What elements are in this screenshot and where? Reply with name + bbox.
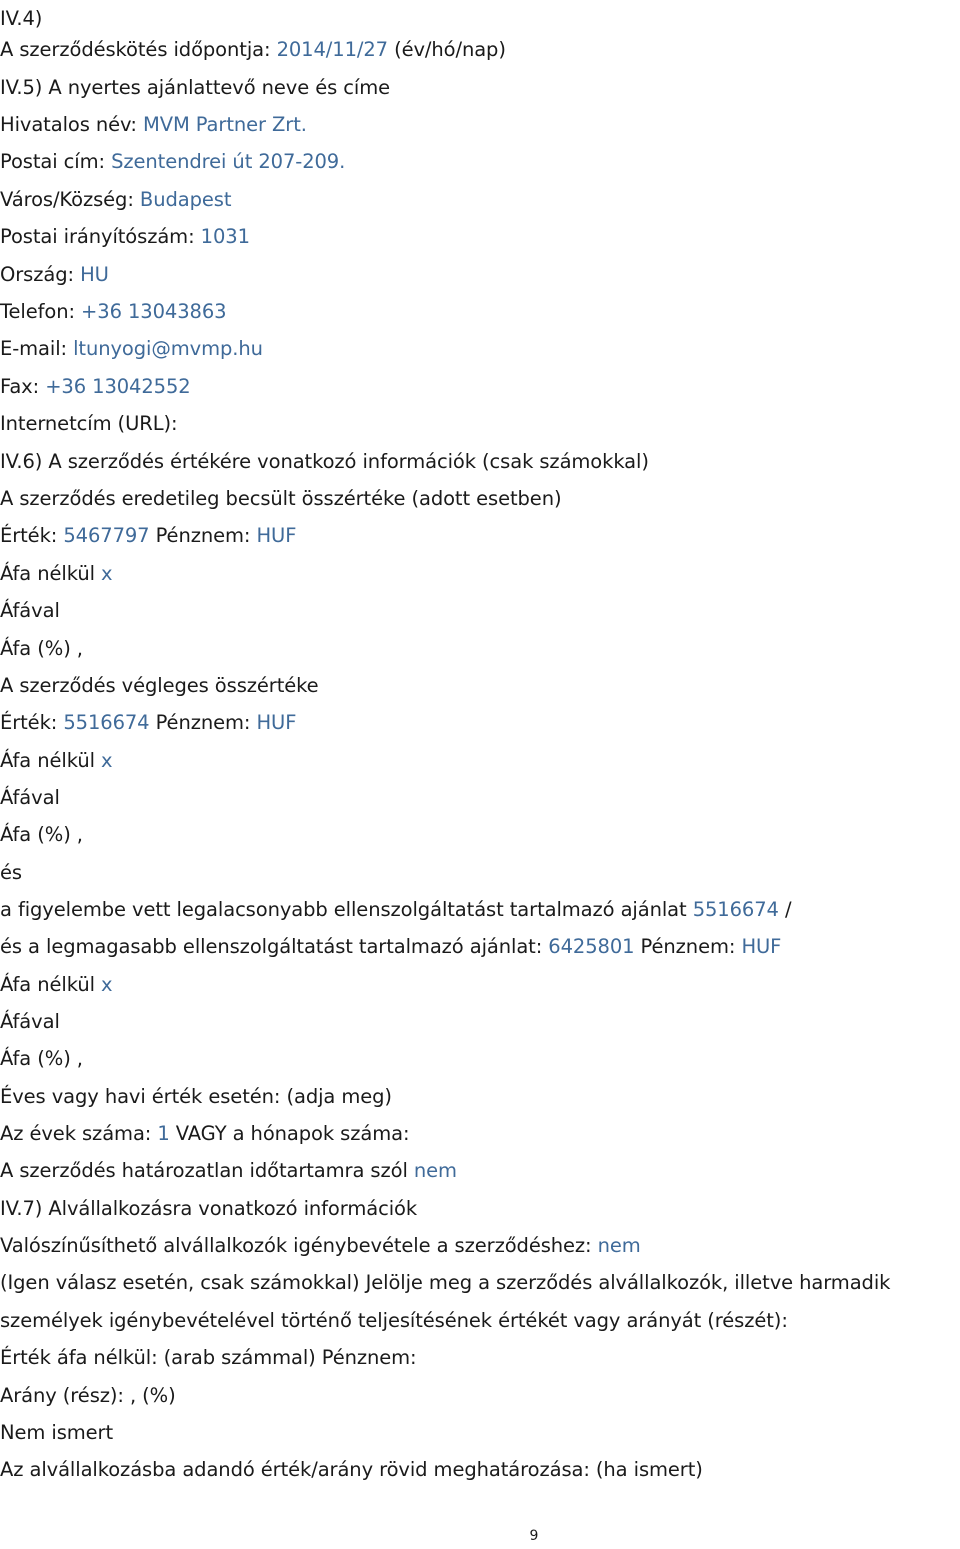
vat-excluded-mark: x	[101, 973, 113, 996]
postal-address-line	[0, 143, 345, 180]
section-label: IV.6) A szerződés értékére vonatkozó információk (csak számokkal)	[0, 450, 649, 473]
phone-line	[0, 293, 226, 330]
official-name-value: MVM Partner Zrt.	[142, 113, 307, 136]
currency-value: HUF	[256, 524, 297, 547]
field-label: Éves vagy havi érték esetén: (adja meg)	[0, 1085, 392, 1108]
page-number: 9	[529, 1528, 539, 1544]
field-label: Nem ismert	[0, 1421, 114, 1444]
currency-value: HUF	[741, 935, 782, 958]
contract-date-value: 2014/11/27	[276, 38, 388, 61]
section-label: IV.5) A nyertes ajánlattevő neve és címe	[0, 76, 391, 99]
field-label: Postai irányítószám:	[0, 225, 201, 248]
postal-address-value: Szentendrei út 207-209.	[111, 150, 346, 173]
lowest-offer-value: 5516674	[692, 898, 779, 921]
city-line	[0, 181, 231, 218]
and-line	[0, 854, 22, 891]
email-value: ltunyogi@mvmp.hu	[73, 337, 263, 360]
indefinite-term-value: nem	[413, 1159, 457, 1182]
field-label: a figyelembe vett legalacsonyabb ellenszolgáltatást tartalmazó ajánlat	[0, 898, 693, 921]
field-label: (Igen válasz esetén, csak számokkal) Jelölje meg a szerződés alvállalkozók, illetve harmadik	[0, 1271, 891, 1294]
field-label: Az alvállalkozásba adandó érték/arány rövid meghatározása: (ha ismert)	[0, 1458, 703, 1481]
field-label: Áfával	[0, 786, 60, 809]
field-label: Postai cím:	[0, 150, 112, 173]
fax-line	[0, 368, 191, 405]
field-label: Áfa nélkül	[0, 973, 101, 996]
subsection-label: A szerződés eredetileg becsült összértéke (adott esetben)	[0, 487, 562, 510]
indefinite-term-line	[0, 1152, 457, 1189]
section-iv7-heading	[0, 1190, 417, 1227]
vat-excluded-line	[0, 966, 112, 1003]
field-label: Arány (rész): , (%)	[0, 1384, 176, 1407]
field-label: Pénznem:	[634, 935, 742, 958]
field-label: Város/Község:	[0, 188, 140, 211]
field-label: Áfával	[0, 1010, 60, 1033]
vat-percent-line	[0, 816, 83, 853]
vat-included-line	[0, 1003, 60, 1040]
value-excl-vat-line	[0, 1339, 417, 1376]
field-label: Érték áfa nélkül: (arab számmal) Pénznem:	[0, 1346, 417, 1369]
field-label: Érték:	[0, 711, 64, 734]
section-label: IV.7) Alvállalkozásra vonatkozó információk	[0, 1197, 418, 1220]
subcontractor-note-line-2	[0, 1302, 788, 1339]
contract-date-line	[0, 31, 506, 68]
field-label: E-mail:	[0, 337, 74, 360]
postal-code-value: 1031	[200, 225, 250, 248]
field-label: Áfa nélkül	[0, 562, 101, 585]
field-label: Érték:	[0, 524, 64, 547]
field-label: Áfa (%) ,	[0, 637, 83, 660]
final-value: 5516674	[63, 711, 150, 734]
section-label: IV.4)	[0, 7, 43, 30]
field-label: Az évek száma:	[0, 1122, 158, 1145]
subcontract-description-line	[0, 1451, 703, 1488]
country-value: HU	[80, 263, 109, 286]
vat-percent-line	[0, 1040, 83, 1077]
currency-value: HUF	[256, 711, 297, 734]
vat-excluded-mark: x	[101, 749, 113, 772]
field-label: A szerződéskötés időpontja:	[0, 38, 277, 61]
phone-value: +36 13043863	[81, 300, 227, 323]
field-label: Ország:	[0, 263, 81, 286]
subsection-label: A szerződés végleges összértéke	[0, 674, 319, 697]
vat-included-line	[0, 592, 60, 629]
highest-offer-value: 6425801	[548, 935, 635, 958]
subcontractor-note-line-1	[0, 1264, 890, 1301]
subcontractor-use-value: nem	[597, 1234, 641, 1257]
years-value: 1	[157, 1122, 170, 1145]
vat-excluded-mark: x	[101, 562, 113, 585]
vat-excluded-line	[0, 555, 112, 592]
subcontractor-use-line	[0, 1227, 641, 1264]
final-value-line	[0, 704, 296, 741]
final-total-heading	[0, 667, 319, 704]
field-label: Hivatalos név:	[0, 113, 143, 136]
field-suffix: /	[778, 898, 792, 921]
field-label: Áfa (%) ,	[0, 1047, 83, 1070]
country-line	[0, 256, 109, 293]
field-suffix: (év/hó/nap)	[387, 38, 506, 61]
vat-percent-line	[0, 630, 83, 667]
field-label: Áfa (%) ,	[0, 823, 83, 846]
estimated-total-heading	[0, 480, 561, 517]
field-label: VAGY a hónapok száma:	[169, 1122, 410, 1145]
field-label: személyek igénybevételével történő teljesítésének értékét vagy arányát (részét):	[0, 1309, 788, 1332]
estimated-value: 5467797	[63, 524, 150, 547]
url-line	[0, 405, 177, 442]
lowest-offer-line	[0, 891, 791, 928]
field-label: Áfával	[0, 599, 60, 622]
vat-excluded-line	[0, 742, 112, 779]
field-label: Telefon:	[0, 300, 82, 323]
annual-monthly-heading	[0, 1078, 392, 1115]
field-label: és	[0, 861, 22, 884]
section-iv6-heading	[0, 443, 649, 480]
vat-included-line	[0, 779, 60, 816]
field-label: és a legmagasabb ellenszolgáltatást tartalmazó ajánlat:	[0, 935, 549, 958]
field-label: A szerződés határozatlan időtartamra szól	[0, 1159, 414, 1182]
field-label: Internetcím (URL):	[0, 412, 178, 435]
field-label: Fax:	[0, 375, 46, 398]
unknown-line	[0, 1414, 113, 1451]
highest-offer-line	[0, 928, 781, 965]
field-label: Áfa nélkül	[0, 749, 101, 772]
estimated-value-line	[0, 517, 296, 554]
field-label: Valószínűsíthető alvállalkozók igénybevétele a szerződéshez:	[0, 1234, 598, 1257]
email-line	[0, 330, 263, 367]
field-label: Pénznem:	[149, 524, 257, 547]
city-value: Budapest	[139, 188, 232, 211]
share-line	[0, 1377, 176, 1414]
section-iv5-heading	[0, 69, 390, 106]
field-label: Pénznem:	[149, 711, 257, 734]
postal-code-line	[0, 218, 250, 255]
years-months-line	[0, 1115, 409, 1152]
fax-value: +36 13042552	[45, 375, 191, 398]
official-name-line	[0, 106, 307, 143]
